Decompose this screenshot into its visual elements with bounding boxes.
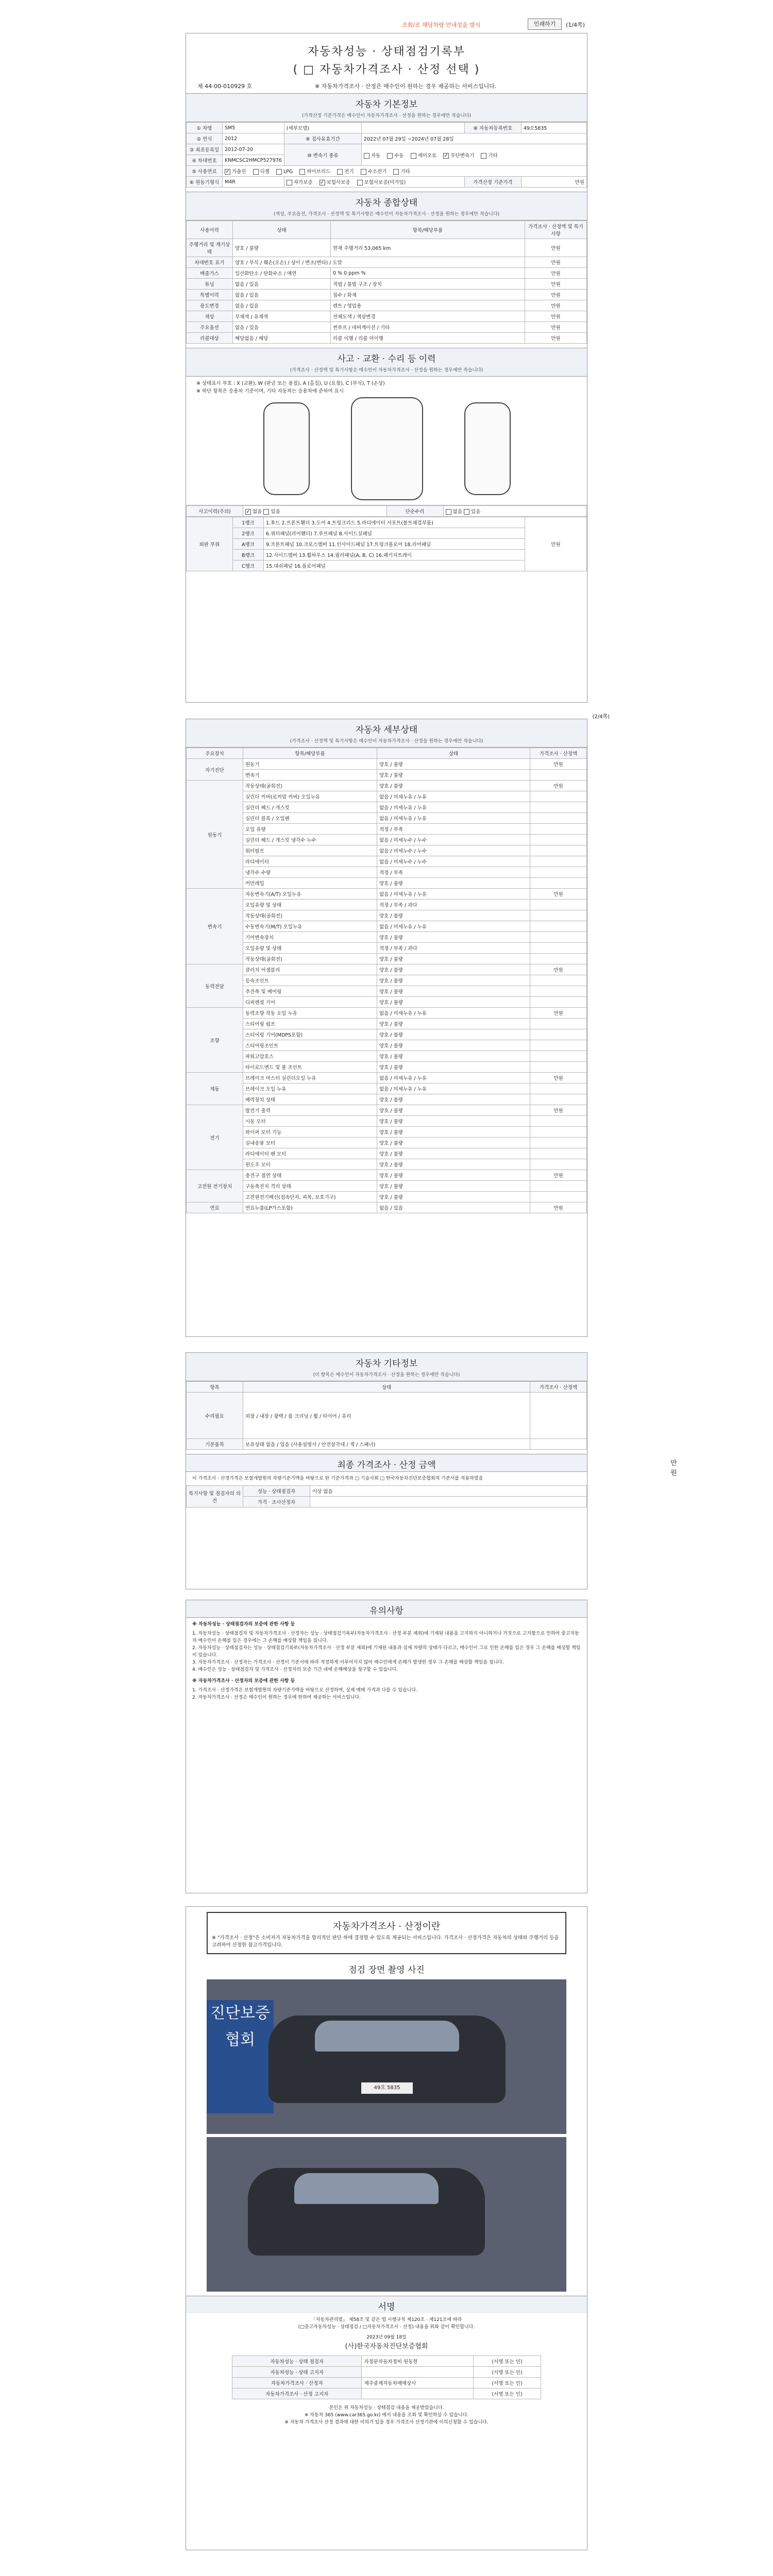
detail-item-label: 스티어링조인트 [243, 1040, 377, 1051]
detail-row [187, 791, 587, 802]
detail-item-price [530, 845, 587, 856]
inspection-photo-rear [207, 2137, 566, 2292]
print-button[interactable]: 인쇄하기 [528, 19, 562, 30]
value-model: SM5 [223, 123, 284, 133]
detail-item-state: 없음 / 미세누유 / 누유 [377, 791, 530, 802]
detail-header-0: 주요장치 [187, 748, 243, 759]
detail-note: (가격조사 · 산정액 및 특기사항은 매수인이 자동차가격조사 · 산정을 원하는 경우에만 적습니다) [186, 736, 587, 748]
detail-row [187, 1148, 587, 1159]
detail-item-label: 스티어링 펌프 [243, 1019, 377, 1029]
detail-item-price [530, 1029, 587, 1040]
detail-item-price [530, 835, 587, 845]
detail-item-price [530, 954, 587, 964]
detail-item-state: 없음 / 있음 [377, 1202, 530, 1213]
detail-item-label: 변속기 [243, 770, 377, 781]
detail-item-state: 양호 / 불량 [377, 1094, 530, 1105]
detail-item-state: 양호 / 불량 [377, 1159, 530, 1170]
page-3 [186, 1352, 677, 1589]
detail-item-state: 양호 / 불량 [377, 1116, 530, 1127]
detail-item-price: 만원 [530, 1008, 587, 1019]
detail-item-price [530, 900, 587, 910]
detail-row [187, 954, 587, 964]
detail-row [187, 943, 587, 954]
detail-row [187, 900, 587, 910]
detail-item-price [530, 1181, 587, 1192]
detail-item-price [530, 1127, 587, 1138]
detail-row [187, 802, 587, 813]
detail-item-price: 만원 [530, 781, 587, 791]
value-vin: KNMCSC2HMCP527976 [223, 155, 284, 166]
detail-item-price [530, 932, 587, 943]
detail-item-price [530, 1051, 587, 1062]
label-vin: ④ 차대번호 [187, 155, 223, 166]
detail-item-state: 양호 / 불량 [377, 932, 530, 943]
detail-row [187, 964, 587, 975]
label-base-price: 가격산정 기준가격 [464, 177, 521, 188]
detail-item-state: 양호 / 불량 [377, 781, 530, 791]
detail-item-state: 양호 / 불량 [377, 759, 530, 770]
detail-group-label: 자기진단 [187, 759, 243, 781]
detail-item-state: 양호 / 불량 [377, 770, 530, 781]
detail-item-state: 양호 / 불량 [377, 1040, 530, 1051]
rank-row: 외판 부위 1랭크 1.후드 2.프론트휀더 3.도어 4.트렁크리드 5.라디에이터 서포트(볼트체결부품) 만원 [187, 517, 587, 528]
detail-item-state: 없음 / 미세누유 / 누유 [377, 813, 530, 824]
detail-item-label: 라디에이터 팬 모터 [243, 1148, 377, 1159]
detail-item-label: 작동상태(공회전) [243, 781, 377, 791]
detail-item-price: 만원 [530, 1105, 587, 1116]
detail-group-label: 원동기 [187, 781, 243, 889]
detail-item-state: 양호 / 불량 [377, 1019, 530, 1029]
page2-number: (2/4쪽) [592, 714, 610, 720]
accident-history-label: 사고이력(주의) [187, 506, 243, 517]
detail-item-label: 발전기 출력 [243, 1105, 377, 1116]
detail-item-price [530, 1062, 587, 1073]
fuel-opt-3[interactable]: 하이브리드 [299, 167, 330, 175]
rank-row: C랭크 15.대쉬패널 16.플로어패널 [187, 561, 587, 571]
basic-info-title: 자동차 기본정보 [186, 93, 587, 111]
accident-note: (가격조사 · 산정액 및 특기사항은 매수인이 자동차가격조사 · 산정을 원하는 경우에만 적습니다) [186, 365, 587, 377]
sign-footer: 본인은 위 자동차성능 · 상태점검 내용을 제공받았습니다. ※ 자동차 365 (www.car365.go.kr) 에서 내용을 조회 및 확인하실 수 있습니다. ※ 자동차 가격조사 산정 결과에 대한 이의가 있을 경우 가격조사 산정기관에 이의신청할 수 있습니다. [284, 2405, 489, 2425]
final-price-note: 이 가격조사 · 산정가격은 보험개발원의 차량기준가액을 바탕으로 한 기준가격과 □ 기술사회 □ 한국자동차진단보증협회의 기준서를 적용하였음 [192, 1476, 483, 1481]
trans-opt-1[interactable]: 수동 [387, 151, 404, 159]
label-transmission: ⑩ 변속기 종류 [284, 144, 361, 166]
car-right-view [464, 402, 511, 495]
label-year: ② 연식 [187, 133, 223, 144]
detail-row [187, 781, 587, 791]
detail-item-state: 없음 / 미세누유 / 누유 [377, 1008, 530, 1019]
detail-row [187, 1040, 587, 1051]
value-plate: 49오5835 [521, 123, 586, 133]
detail-row [187, 1202, 587, 1213]
detail-item-state: 양호 / 불량 [377, 1105, 530, 1116]
label-fuel: ⑤ 사용연료 [187, 166, 223, 177]
detail-row [187, 1159, 587, 1170]
plate-text: 49오 5835 [361, 2082, 413, 2094]
detail-item-state: 없음 / 미세누유 / 누유 [377, 802, 530, 813]
detail-item-label: 커먼레일 [243, 878, 377, 889]
detail-item-price: 만원 [530, 889, 587, 900]
overall-row: 주요옵션 없음 / 있음 썬루프 / 네비게이션 / 기타 만원 [187, 322, 587, 333]
detail-item-label: 디퍼렌셜 기어 [243, 997, 377, 1008]
page-1 [186, 33, 587, 703]
fuel-opt-4[interactable]: 전기 [337, 167, 354, 175]
detail-item-price [530, 824, 587, 835]
detail-item-label: 윈도우 모터 [243, 1159, 377, 1170]
detail-item-label: 워터펌프 [243, 845, 377, 856]
overall-row: 차대번호 표기 양호 / 부식 / 훼손(오손) / 상이 / 변조(변타) / 도말 만원 [187, 257, 587, 268]
warranty-options [284, 177, 464, 188]
detail-title: 자동차 세부상태 [186, 719, 587, 736]
detail-item-state: 양호 / 불량 [377, 1062, 530, 1073]
detail-item-state: 양호 / 불량 [377, 964, 530, 975]
label-engine: ⑥ 원동기형식 [187, 177, 223, 188]
detail-header-1: 항목/해당부품 [243, 748, 377, 759]
detail-item-price [530, 856, 587, 867]
detail-group-label: 전기 [187, 1105, 243, 1170]
detail-row [187, 1083, 587, 1094]
car-left-view [263, 402, 310, 495]
simple-repair-label: 단순수리 [386, 506, 443, 517]
detail-group-label: 조향 [187, 1008, 243, 1073]
detail-item-label: 구동축전지 격리 상태 [243, 1181, 377, 1192]
detail-item-state: 양호 / 불량 [377, 1192, 530, 1202]
value-inspection-period: 2022년 07월 29일 ~2024년 07월 28일 [361, 133, 586, 144]
doc-note: ※ 자동차가격조사 · 산정은 매수인이 원하는 경우 제공하는 서비스입니다. [315, 83, 497, 90]
other-note: (더 항목은 매수인이 자동차가격조사 · 산정을 원하는 경우에만 적습니다) [186, 1370, 587, 1381]
overall-table [186, 221, 587, 344]
fuel-opt-5[interactable]: 수소전기 [361, 167, 387, 175]
page-indicator: (1/4쪽) [566, 22, 585, 28]
detail-item-label: 와이퍼 모터 기능 [243, 1127, 377, 1138]
value-base-price-unit: 만원 [521, 177, 586, 188]
sign-section [186, 1906, 587, 2550]
inspection-photo-front [207, 1979, 566, 2134]
detail-item-label: 실내송풍 모터 [243, 1138, 377, 1148]
choice-box: 자동차가격조사 · 산정이란 ※ "가격조사 · 산정"은 소비자가 자동차가격을 합리적인 판단 하에 결정할 수 있도록 제공되는 서비스입니다. 가격조사 · 산정가격은 자동차의 상태와 주행거리 등을 고려하여 산정한 참고가격입니다. [207, 1912, 566, 1954]
detail-item-state: 양호 / 불량 [377, 1148, 530, 1159]
doc-no-value: 44-00-010929 [205, 83, 245, 90]
detail-item-label: 오일 유량 [243, 824, 377, 835]
detail-item-label: 추진축 및 베어링 [243, 986, 377, 997]
top-notice: 조회/로 해당차량 안내성을 방식 [402, 22, 481, 28]
detail-item-state: 양호 / 불량 [377, 1181, 530, 1192]
detail-item-label: 실린더 블록 / 오일팬 [243, 813, 377, 824]
detail-item-state: 양호 / 불량 [377, 1029, 530, 1040]
detail-item-state: 양호 / 불량 [377, 954, 530, 964]
top-bar [186, 19, 587, 32]
detail-item-label: 자동변속기(A/T) 오일누유 [243, 889, 377, 900]
detail-row [187, 1181, 587, 1192]
detail-item-label: 작동상태(공회전) [243, 954, 377, 964]
detail-row [187, 1008, 587, 1019]
car-top-view [351, 397, 423, 500]
detail-item-state: 없음 / 미세누수 / 누수 [377, 835, 530, 845]
sign-law: 「자동차관리법」 제58조 및 같은 법 시행규칙 제120조 · 제121조에 따라 (□중고자동차성능 · 상태점검 / □자동차가격조사 · 산정) 내용을 위와 같이 확인합니다. 2023년 09월 18일 (사)한국자동차진단보증협회 [298, 2317, 475, 2350]
warranty-opt-0[interactable]: 자가보증 [287, 178, 313, 185]
detail-row [187, 1116, 587, 1127]
value-first-reg: 2012-07-20 [223, 144, 284, 155]
detail-item-label: 작동상태(공회전) [243, 910, 377, 921]
overall-header-3: 가격조사 · 산정액 및 특기사항 [525, 221, 587, 239]
detail-item-price [530, 1148, 587, 1159]
detail-item-price [530, 802, 587, 813]
overall-header-2: 항목/해당부품 [331, 221, 525, 239]
detail-group-label: 제동 [187, 1073, 243, 1105]
detail-row [187, 1051, 587, 1062]
overall-note: (색상, 주요옵션, 가격조사 · 산정액 및 특기사항은 매수인이 자동차가격조사 · 산정을 원하는 경우에만 적습니다) [186, 209, 587, 221]
accident-title: 사고 · 교환 · 수리 등 이력 [186, 348, 587, 365]
other-row: 기본품목 보유상태 없음 / 있음 (사용설명서 / 안전삼각대 / 잭 / 스패너) [187, 1439, 587, 1450]
detail-item-state: 적정 / 부족 / 과다 [377, 943, 530, 954]
overall-row: 리콜대상 해당없음 / 해당 리콜 이행 / 리콜 미이행 만원 [187, 333, 587, 344]
detail-row [187, 986, 587, 997]
doc-number [186, 81, 587, 93]
trans-opt-4[interactable]: 기타 [481, 151, 497, 159]
overall-header-0: 사용이력 [187, 221, 233, 239]
detail-item-price: 만원 [530, 964, 587, 975]
detail-item-state: 없음 / 미세누유 / 누유 [377, 921, 530, 932]
detail-item-price [530, 986, 587, 997]
detail-item-state: 없음 / 미세누수 / 누수 [377, 845, 530, 856]
label-plate: ⑧ 자동차등록번호 [464, 123, 521, 133]
fuel-opt-2[interactable]: LPG [276, 169, 293, 175]
detail-item-state: 적정 / 부족 [377, 867, 530, 878]
detail-table [186, 748, 587, 1213]
detail-item-state: 없음 / 미세누수 / 누수 [377, 856, 530, 867]
overall-header-1: 상태 [233, 221, 331, 239]
detail-item-state: 양호 / 불량 [377, 1170, 530, 1181]
value-year: 2012 [223, 133, 284, 144]
detail-group-label: 연료 [187, 1202, 243, 1213]
detail-row [187, 1192, 587, 1202]
detail-item-state: 적정 / 부족 [377, 824, 530, 835]
other-table: 항목 상태 가격조사 · 산정액 수리필요 외장 / 내장 / 광택 / 룸 크리닝 / 휠 / 타이어 / 유리 기본품목 보유상태 없음 / 있음 (사용설명서 / 안전삼각대 / 잭 / 스패너) [186, 1381, 587, 1450]
detail-item-price [530, 910, 587, 921]
detail-item-price [530, 943, 587, 954]
detail-item-state: 없음 / 미세누유 / 누유 [377, 1073, 530, 1083]
accident-table: 사고이력(주의) ✓ 없음 있음 단순수리 없음 있음 [186, 505, 587, 517]
trans-opt-2[interactable]: 세미오토 [411, 151, 437, 159]
transmission-options [361, 144, 586, 166]
fuel-options [223, 166, 587, 177]
detail-item-label: 냉각수 수량 [243, 867, 377, 878]
other-row: 수리필요 외장 / 내장 / 광택 / 룸 크리닝 / 휠 / 타이어 / 유리 [187, 1393, 587, 1439]
detail-item-price [530, 770, 587, 781]
detail-item-state: 양호 / 불량 [377, 910, 530, 921]
detail-row [187, 1094, 587, 1105]
photo-title: 점검 장면 촬영 사진 [186, 1959, 587, 1976]
rank-row: B랭크 12.사이드멤버 13.휠하우스 14.필러패널(A, B, C) 16.패키지트레이 [187, 550, 587, 561]
detail-row [187, 1105, 587, 1116]
detail-item-label: 충전구 절연 상태 [243, 1170, 377, 1181]
detail-item-label: 수동변속기(M/T) 오일누유 [243, 921, 377, 932]
detail-item-state: 양호 / 불량 [377, 997, 530, 1008]
doc-no-label: 제 [197, 83, 203, 90]
detail-item-label: 브레이크 마스터 실린더오일 누유 [243, 1073, 377, 1083]
trans-opt-3[interactable]: ✓ 무단변속기 [443, 151, 474, 159]
overall-row: 튜닝 없음 / 있음 적법 / 불법 구조 / 장치 만원 [187, 279, 587, 290]
detail-item-state: 양호 / 불량 [377, 975, 530, 986]
detail-item-label: 라디에이터 [243, 856, 377, 867]
detail-group-label: 고전원 전기장치 [187, 1170, 243, 1202]
detail-row [187, 1127, 587, 1138]
detail-group-label: 동력전달 [187, 964, 243, 1008]
trans-opt-0[interactable]: 자동 [364, 151, 380, 159]
detail-item-label: 오일유량 및 상태 [243, 943, 377, 954]
detail-row [187, 1138, 587, 1148]
rank-row: 2랭크 6.쿼터패널(리어휀더) 7.루프패널 8.사이드실패널 [187, 528, 587, 539]
detail-row [187, 813, 587, 824]
doc-title: 자동차성능 · 상태점검기록부 [307, 45, 465, 58]
diagram-legend: ※ 상태표시 부호 : X (교환), W (판금 또는 용접), A (흠집), U (요철), C (부식), T (손상) ※ 하단 항목은 승용차 기준이며, 기타 자동차는 승용차에 준하여 표시 [196, 381, 385, 394]
overall-row: 특별이력 없음 / 있음 침수 / 화재 만원 [187, 290, 587, 300]
signer-table: 자동차성능 · 상태 점검자 자정문자동차정비 원동현 (서명 또는 인) 자동차성능 · 상태 고지자 (서명 또는 인) 자동차가격조사 · 산정자 제주중제자동차매매상사 (서명 또는 인) 자동차가격조사 · 산정 고지자 (서명 또는 인) [232, 2355, 541, 2399]
label-inspection-period: ⑨ 검사유효기간 [284, 133, 361, 144]
doc-subtitle: ( □ 자동차가격조사 · 산정 선택 ) [293, 63, 480, 76]
other-title: 자동차 기타정보 [186, 1353, 587, 1370]
warranty-opt-2[interactable]: 보험사보증(미가입) [357, 178, 406, 185]
fuel-opt-6[interactable]: 기타 [393, 167, 410, 175]
page-2 [186, 714, 610, 1337]
detail-item-label: 스티어링 기어(MDPS포함) [243, 1029, 377, 1040]
detail-item-label: 실린더 커버(로커암 커버) 오일누유 [243, 791, 377, 802]
detail-item-price: 만원 [530, 1170, 587, 1181]
notice-section [186, 1600, 587, 1893]
overall-row: 주행거리 및 계기상태 양호 / 불량 현재 주행거리 53,065 km 만원 [187, 239, 587, 257]
detail-item-state: 양호 / 불량 [377, 1138, 530, 1148]
detail-row [187, 932, 587, 943]
detail-item-label: 오일유량 및 상태 [243, 900, 377, 910]
detail-row [187, 910, 587, 921]
detail-row [187, 889, 587, 900]
detail-item-price [530, 1094, 587, 1105]
detail-item-state: 없음 / 미세누유 / 누유 [377, 1083, 530, 1094]
detail-item-label: 배력장치 상태 [243, 1094, 377, 1105]
detail-row [187, 835, 587, 845]
detail-item-price [530, 791, 587, 802]
overall-row: 배출가스 일산화탄소 / 탄화수소 / 매연 0 % 0 ppm % 만원 [187, 268, 587, 279]
detail-item-state: 양호 / 불량 [377, 1127, 530, 1138]
detail-item-price: 만원 [530, 1073, 587, 1083]
detail-row [187, 997, 587, 1008]
label-first-reg: ③ 최초등록일 [187, 144, 223, 155]
overall-row: 용도변경 없음 / 있음 렌트 / 영업용 만원 [187, 300, 587, 311]
fuel-opt-0[interactable]: ✓ 가솔린 [225, 167, 246, 175]
detail-item-price [530, 997, 587, 1008]
value-engine: M4R [223, 177, 284, 188]
detail-item-label: 등속조인트 [243, 975, 377, 986]
fuel-opt-1[interactable]: 디젤 [253, 167, 270, 175]
detail-row [187, 975, 587, 986]
detail-row [187, 759, 587, 770]
detail-item-label: 동력조향 작동 오일 누유 [243, 1008, 377, 1019]
detail-row [187, 921, 587, 932]
detail-item-price [530, 813, 587, 824]
basic-info-note: (가격산정 기준가격은 매수인이 자동차가격조사 · 산정을 원하는 경우에만 적습니다) [186, 111, 587, 122]
doc-no-suffix: 호 [246, 83, 253, 90]
car-diagram [186, 377, 587, 505]
detail-item-label: 실린더 헤드 / 개스킷 [243, 802, 377, 813]
detail-item-price [530, 1159, 587, 1170]
detail-row [187, 1062, 587, 1073]
detail-item-label: 클러치 어셈블리 [243, 964, 377, 975]
warranty-opt-1[interactable]: ✓ 보험사보증 [320, 178, 350, 185]
detail-row [187, 1170, 587, 1181]
rank-table [186, 517, 587, 571]
detail-item-label: 타이로드엔드 및 볼 조인트 [243, 1062, 377, 1073]
overall-row: 색상 무채색 / 유채색 전체도색 / 색상변경 만원 [187, 311, 587, 322]
detail-item-price: 만원 [530, 759, 587, 770]
detail-item-label: 시동 모터 [243, 1116, 377, 1127]
detail-item-label: 연료누출(LP가스포함) [243, 1202, 377, 1213]
detail-row [187, 1019, 587, 1029]
detail-item-price [530, 921, 587, 932]
detail-item-state: 양호 / 불량 [377, 1051, 530, 1062]
detail-item-price [530, 1040, 587, 1051]
notice-title: 유의사항 [186, 1600, 587, 1618]
detail-header-2: 상태 [377, 748, 530, 759]
detail-item-price [530, 1019, 587, 1029]
detail-item-price: 만원 [530, 1202, 587, 1213]
detail-item-state: 양호 / 불량 [377, 986, 530, 997]
rank-row: A랭크 9.프론트패널 10.크로스멤버 11.인사이드패널 17.트렁크플로어 18.리어패널 [187, 539, 587, 550]
detail-row [187, 845, 587, 856]
sign-title: 서명 [186, 2296, 587, 2313]
detail-item-price [530, 867, 587, 878]
detail-item-state: 없음 / 미세누유 / 누유 [377, 889, 530, 900]
overall-title: 자동차 종합상태 [186, 192, 587, 209]
detail-item-state: 양호 / 불량 [377, 878, 530, 889]
detail-item-price [530, 1083, 587, 1094]
notice-body: ※ 자동차성능 · 상태점검자의 보증에 관한 사항 등 1. 자동차성능 · 상태점검자 및 자동차가격조사 · 산정자는 성능 · 상태점검기록부(자동차가격조사 · 산정 부분 제외)에 기재된 내용을 고지하지 아니하거나 거짓으로 고지함으로 인하여 중고자동차 매수인이 손해를 입은 경우에는 그 손해를 배상할 책임을 집니다. 2. 자동차성능 · 상태점검자는 성능 · 상태점검기록부(자동차가격조사 · 산정 부분 제외)에 기재된 내용과 실제 차량의 상태가 다르고, 매수인이 그로 인한 손해를 입은 경우 그 손해를 배상할 책임이 있습니다. 3. 자동차가격조사 · 산정자는 가격조사 · 산정이 기준서에 따라 적정하게 이루어지지 않아 매수인에게 손해가 발생한 경우 그 손해를 배상할 책임을 집니다. 4. 매수인은 성능 · 상태점검자 및 가격조사 · 산정자의 보증 기간 내에 손해배상을 청구할 수 있습니다. ※ 자동차가격조사 · 산정자의 보증에 관한 사항 등 1. 가격조사 · 산정가격은 보험개발원의 차량기준가액을 바탕으로 산정하며, 실제 매매 가격과 다를 수 있습니다. 2. 자동차가격조사 · 산정은 매수인이 원하는 경우에 한하여 제공하는 서비스입니다. [192, 1622, 581, 1700]
detail-item-price [530, 1192, 587, 1202]
detail-item-label: 파워고압호스 [243, 1051, 377, 1062]
detail-item-label: 기어변속장치 [243, 932, 377, 943]
banner: 진단보증협회 [207, 2000, 274, 2113]
final-price-unit: 만원 [670, 1460, 677, 1477]
detail-item-price [530, 1138, 587, 1148]
label-detail-model: (세부모델) [284, 123, 361, 133]
detail-row [187, 856, 587, 867]
detail-item-label: 실린더 헤드 / 개스킷 냉각수 누수 [243, 835, 377, 845]
detail-row [187, 878, 587, 889]
detail-row [187, 824, 587, 835]
detail-item-label: 브레이크 오일 누유 [243, 1083, 377, 1094]
detail-row [187, 1073, 587, 1083]
detail-item-price [530, 1116, 587, 1127]
sign-table: 특기사항 및 점검자의 의견 성능 · 상태점검자 이상 없음 가격 · 조사산정자 [186, 1485, 587, 1507]
detail-item-label: 고전원전기배선(접속단자, 피복, 보호기구) [243, 1192, 377, 1202]
detail-group-label: 변속기 [187, 889, 243, 964]
detail-row [187, 770, 587, 781]
detail-header-3: 가격조사 · 산정액 [530, 748, 587, 759]
detail-row [187, 867, 587, 878]
detail-item-price [530, 975, 587, 986]
final-price-title: 최종 가격조사 · 산정 금액 만원 [186, 1454, 587, 1472]
detail-item-state: 적정 / 부족 / 과다 [377, 900, 530, 910]
detail-item-label: 원동기 [243, 759, 377, 770]
basic-info-table [186, 122, 587, 188]
detail-row [187, 1029, 587, 1040]
detail-item-price [530, 878, 587, 889]
label-model: ① 차명 [187, 123, 223, 133]
